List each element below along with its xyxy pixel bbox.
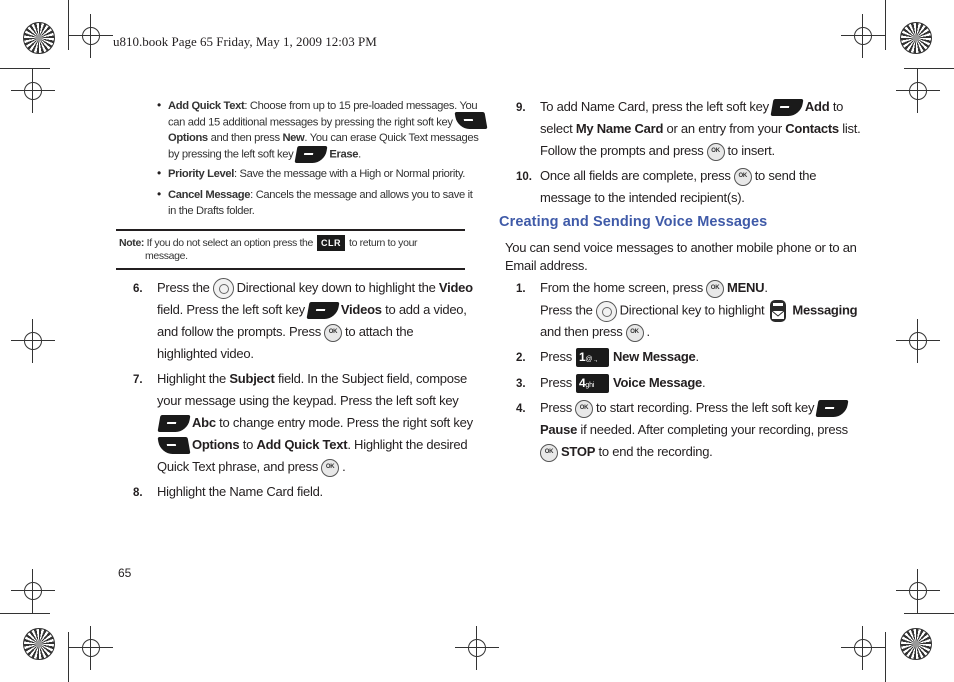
section-heading: Creating and Sending Voice Messages — [499, 214, 768, 230]
registration-rosette-icon — [900, 628, 932, 660]
erase-label: Erase — [329, 148, 359, 161]
key-1-icon — [576, 348, 609, 367]
step-number: 1. — [516, 283, 526, 295]
step-number: 8. — [133, 487, 143, 499]
voice-step-4-line-2 — [540, 419, 848, 441]
step-text: To add Name Card, press the left soft key — [540, 99, 769, 114]
step-text: to insert. — [727, 143, 775, 158]
key-digit: 4 — [578, 376, 586, 391]
stop-label: STOP — [561, 444, 596, 459]
registration-rosette-icon — [23, 628, 55, 660]
note-text: to return to your — [349, 237, 418, 249]
step-6-line-3 — [157, 321, 413, 343]
left-soft-key-icon — [158, 415, 191, 432]
crop-mark-icon — [79, 24, 103, 48]
step-number: 2. — [516, 352, 526, 364]
step-text: to — [239, 437, 257, 452]
note-label: Note: — [119, 237, 145, 249]
crop-mark-icon — [21, 79, 45, 103]
options-label: Options — [168, 132, 208, 144]
step-text: to change entry mode. Press the right soft key — [215, 415, 473, 430]
trim-line — [885, 632, 886, 682]
bullet-text: : Save the message with a High or Normal priority. — [233, 168, 465, 180]
print-header: u810.book Page 65 Friday, May 1, 2009 12:03 PM — [113, 34, 377, 49]
step-text: Once all fields are complete, press — [540, 168, 731, 183]
step-7-line-1 — [157, 368, 467, 390]
directional-key-icon — [213, 278, 234, 299]
bullet-title: Priority Level — [168, 168, 234, 180]
step-text: . — [342, 459, 346, 474]
ok-key-icon: OK — [734, 168, 752, 186]
step-number: 3. — [516, 378, 526, 390]
bullet-text: . You can erase Quick Text messages — [304, 132, 479, 144]
step-text: or an entry from your — [663, 121, 786, 136]
right-soft-key-icon — [454, 112, 487, 129]
trim-line — [904, 613, 954, 614]
step-10-line-1 — [540, 165, 816, 187]
step-text: Press — [540, 349, 572, 364]
step-text: to end the recording. — [595, 444, 713, 459]
step-text: . Highlight the desired — [347, 437, 468, 452]
bullet-icon: • — [157, 98, 162, 112]
ok-key-icon: OK — [324, 324, 342, 342]
note-bottom-rule — [116, 268, 465, 270]
step-text: Directional key to highlight — [619, 302, 765, 318]
step-text: to — [829, 99, 844, 114]
bullet-text: and then press — [207, 132, 283, 144]
step-number: 10. — [516, 171, 532, 183]
step-text: list. — [838, 121, 861, 136]
voice-step-1-line-3 — [540, 321, 650, 343]
bullet-title: Cancel Message — [168, 189, 251, 201]
bullet-text: can add 15 additional messages by pressing the right soft key — [168, 116, 453, 129]
trim-line — [885, 0, 886, 50]
intro-line-2 — [505, 255, 587, 277]
bullet-text: : Choose from up to 15 pre-loaded messages. You — [244, 100, 478, 112]
note-text: If you do not select an option press the — [144, 237, 314, 249]
ok-key-icon: OK — [707, 143, 725, 161]
left-soft-key-icon — [770, 99, 803, 116]
bullet-text: . — [358, 148, 361, 161]
step-text: . — [695, 349, 699, 364]
step-9-line-1 — [540, 96, 843, 118]
page-number: 65 — [118, 566, 132, 580]
step-text: if needed. After completing your recording, press — [577, 422, 848, 437]
left-soft-key-icon — [816, 400, 849, 417]
step-text: Press the — [540, 302, 593, 318]
contacts-label: Contacts — [785, 121, 839, 136]
menu-label: MENU — [727, 280, 765, 295]
video-label: Video — [438, 280, 473, 295]
abc-label: Abc — [192, 415, 216, 430]
bullet-priority-level — [168, 166, 465, 182]
step-6-line-4 — [157, 343, 254, 365]
subject-label: Subject — [229, 371, 275, 386]
key-letters: ghi — [585, 382, 595, 390]
bullet-cancel-message — [168, 187, 473, 203]
crop-mark-icon — [21, 579, 45, 603]
bullet-title: Add Quick Text — [168, 100, 245, 112]
voice-step-4-line-3 — [540, 441, 713, 463]
crop-mark-icon — [79, 636, 103, 660]
step-number: 6. — [133, 283, 143, 295]
step-text: Press — [540, 400, 572, 415]
messaging-label: Messaging — [792, 302, 858, 318]
crop-mark-icon — [851, 636, 875, 660]
trim-line — [68, 0, 69, 50]
trim-line — [0, 68, 50, 69]
trim-line — [0, 613, 50, 614]
add-label: Add — [804, 99, 830, 114]
crop-mark-icon — [906, 579, 930, 603]
left-soft-key-icon — [306, 302, 339, 319]
step-6-line-1 — [157, 277, 473, 299]
right-soft-key-icon — [158, 437, 191, 454]
step-7-line-2 — [157, 390, 459, 412]
voice-step-1-line-1 — [540, 277, 768, 299]
directional-key-icon — [596, 301, 617, 322]
intro-text: Email address. — [505, 258, 588, 273]
ok-key-icon: OK — [540, 444, 558, 462]
key-4-icon — [576, 374, 609, 393]
key-digit: 1 — [578, 350, 586, 365]
videos-label: Videos — [340, 302, 382, 317]
step-number: 7. — [133, 374, 143, 386]
step-text: Press the — [157, 280, 210, 295]
bullet-add-quick-text — [168, 98, 477, 114]
messaging-icon — [767, 299, 789, 323]
step-text: highlighted video. — [157, 346, 254, 361]
add-quick-text-label: Add Quick Text — [256, 437, 348, 452]
step-text: . — [764, 280, 768, 295]
step-text: to attach the — [345, 324, 414, 339]
step-text: Highlight the Name Card field. — [157, 484, 323, 499]
note-text: message. — [145, 250, 188, 262]
new-message-label: New Message — [612, 349, 696, 364]
step-text: Press — [540, 375, 572, 390]
key-letters: @ ., — [585, 356, 598, 364]
bullet-text: in the Drafts folder. — [168, 205, 255, 217]
step-text: and then press — [540, 324, 623, 339]
note-line-2 — [145, 248, 188, 264]
step-text: Quick Text phrase, and press — [157, 459, 319, 474]
ok-key-icon: OK — [706, 280, 724, 298]
voice-step-2 — [540, 346, 699, 368]
bullet-icon: • — [157, 166, 162, 180]
trim-line — [68, 632, 69, 682]
step-7-line-4 — [157, 434, 467, 456]
new-label: New — [282, 132, 305, 144]
step-8-line-1 — [157, 481, 323, 503]
step-text: field. Press the left soft key — [157, 302, 305, 317]
registration-rosette-icon — [900, 22, 932, 54]
clr-key-icon: CLR — [317, 235, 345, 251]
registration-rosette-icon — [23, 22, 55, 54]
pause-label: Pause — [540, 422, 578, 437]
intro-text: You can send voice messages to another mobile phone or to an — [505, 240, 857, 255]
left-soft-key-icon — [295, 146, 328, 163]
my-name-card-label: My Name Card — [575, 121, 664, 136]
crop-mark-icon — [851, 24, 875, 48]
bullet-text-line — [168, 114, 489, 131]
step-text: From the home screen, press — [540, 280, 704, 295]
step-6-line-2 — [157, 299, 467, 321]
step-text: Highlight the — [157, 371, 230, 386]
voice-step-1-line-2 — [540, 299, 857, 323]
step-text: Follow the prompts and press — [540, 143, 704, 158]
crop-mark-icon — [21, 329, 45, 353]
step-text: your message using the keypad. Press the left soft key — [157, 393, 459, 408]
step-text: . — [646, 324, 650, 339]
step-text: to start recording. Press the left soft key — [595, 400, 815, 415]
step-text: Directional key down to highlight the — [236, 280, 439, 295]
step-10-line-2 — [540, 187, 745, 209]
step-7-line-3 — [157, 412, 473, 434]
step-text: and follow the prompts. Press — [157, 324, 321, 339]
step-number: 4. — [516, 403, 526, 415]
step-text: field. In the Subject field, compose — [274, 371, 467, 386]
bullet-text-line — [168, 130, 479, 146]
bullet-icon: • — [157, 187, 162, 201]
ok-key-icon: OK — [575, 400, 593, 418]
voice-message-label: Voice Message — [612, 375, 702, 390]
voice-step-3 — [540, 372, 705, 394]
trim-line — [904, 68, 954, 69]
options-label: Options — [192, 437, 240, 452]
step-7-line-5 — [157, 456, 346, 478]
bullet-text-line — [168, 146, 361, 163]
step-text: . — [702, 375, 706, 390]
step-text: select — [540, 121, 576, 136]
crop-mark-icon — [906, 79, 930, 103]
note-top-rule — [116, 229, 465, 231]
step-number: 9. — [516, 102, 526, 114]
ok-key-icon: OK — [321, 459, 339, 477]
step-text: message to the intended recipient(s). — [540, 190, 745, 205]
bullet-text: by pressing the left soft key — [168, 148, 294, 161]
bullet-text-line — [168, 203, 255, 219]
step-text: to send the — [754, 168, 817, 183]
crop-mark-icon — [465, 636, 489, 660]
ok-key-icon: OK — [626, 324, 644, 342]
step-9-line-3 — [540, 140, 775, 162]
crop-mark-icon — [906, 329, 930, 353]
step-text: to add a video, — [381, 302, 467, 317]
voice-step-4-line-1 — [540, 397, 850, 419]
step-9-line-2 — [540, 118, 861, 140]
bullet-text: : Cancels the message and allows you to save it — [250, 189, 473, 201]
